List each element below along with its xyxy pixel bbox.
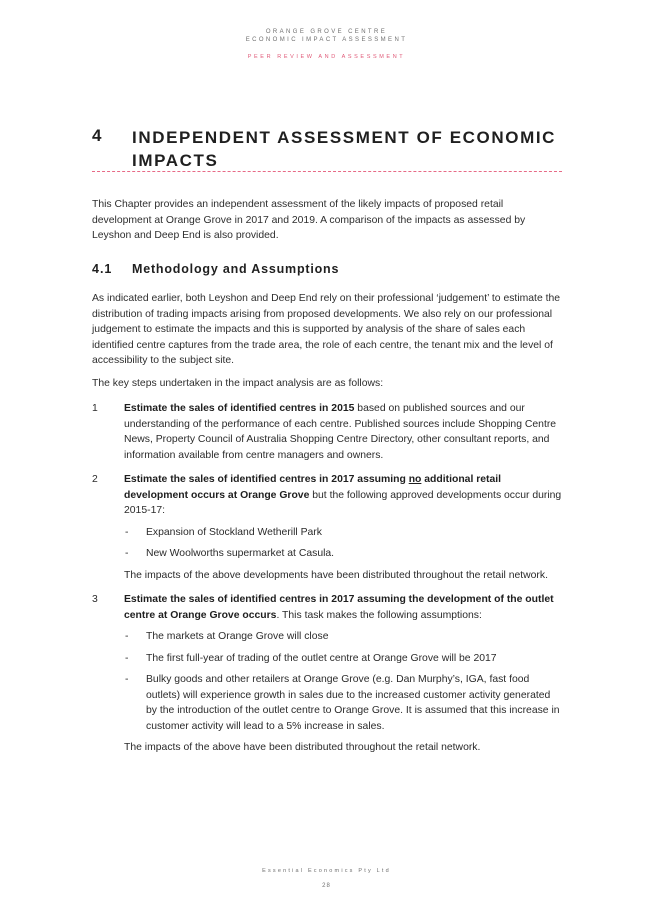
chapter-divider: [92, 171, 562, 172]
list-item: - New Woolworths supermarket at Casula.: [124, 546, 562, 562]
header-subtitle: PEER REVIEW AND ASSESSMENT: [247, 54, 406, 60]
step-number: 1: [92, 403, 98, 414]
step-text: based on published sources and our understanding of the performance of each centre. Published sources include Shopping Centre News, Property Council of Australia Shopping Centre Directory, other consultant reports, and information available from centre managers and owners.: [124, 403, 557, 461]
step-item: [92, 401, 562, 463]
step-item: [92, 592, 562, 756]
step-bold-text: Estimate the sales of identified centres in 2017 assuming: [124, 474, 409, 485]
step-bold-text: Estimate the sales of identified centres in 2017 assuming the development of the outlet centre at Orange Grove occurs: [124, 594, 554, 621]
page-header: [0, 28, 653, 61]
chapter-title: INDEPENDENT ASSESSMENT OF ECONOMIC IMPACTS: [132, 128, 557, 170]
list-item: - Expansion of Stockland Wetherill Park: [124, 525, 562, 541]
list-item: - Bulky goods and other retailers at Orange Grove (e.g. Dan Murphy’s, IGA, fast food outlets) will experience growth in sales due to the increased customer activity generated by the introduction of the outlet centre to Orange Grove. It is assumed that this increase in customer activity will lead to a 5% increase in sales.: [124, 672, 562, 734]
header-title-line1: ORANGE GROVE CENTRE: [265, 29, 388, 35]
list-item: - The first full-year of trading of the outlet centre at Orange Grove will be 2017: [124, 651, 562, 667]
steps-list: [92, 401, 562, 765]
chapter-number: 4: [92, 126, 103, 145]
bullet-list: [124, 629, 562, 734]
step-text: but the following approved developments occur during 2015-17:: [124, 489, 562, 516]
intro-paragraph: This Chapter provides an independent assessment of the likely impacts of proposed retail development at Orange Grove in 2017 and 2019. A comparison of the impacts as assessed by Leyshon and Deep End is also provided.: [92, 199, 526, 241]
step-bold-underlined: no: [408, 474, 422, 485]
section-number: 4.1: [92, 262, 113, 276]
list-item: - The markets at Orange Grove will close: [124, 629, 562, 645]
step-bold-text: Estimate the sales of identified centres in 2015: [124, 403, 355, 414]
step-number: 3: [92, 594, 98, 605]
methodology-paragraph: As indicated earlier, both Leyshon and Deep End rely on their professional ‘judgement’ to estimate the distribution of trading impacts arising from proposed developments. We also rely on our professional judgement to estimate the impacts and this is supported by analysis of the share of sales each identified centre captures from the trade area, the role of each centre, the tenant mix and the level of accessibility to the subject site.: [92, 293, 561, 366]
section-title: Methodology and Assumptions: [132, 262, 340, 276]
header-title-line2: ECONOMIC IMPACT ASSESSMENT: [245, 37, 408, 43]
step-note: The impacts of the above developments have been distributed throughout the retail network.: [124, 569, 548, 581]
chapter-heading: [92, 126, 562, 172]
step-bold-text: additional retail development occurs at Orange Grove: [124, 474, 502, 501]
step-number: 2: [92, 474, 98, 485]
step-item: [92, 472, 562, 583]
footer-company: Essential Economics Pty Ltd: [262, 868, 391, 874]
step-note: The impacts of the above have been distributed throughout the retail network.: [124, 742, 481, 753]
key-steps-intro: The key steps undertaken in the impact analysis are as follows:: [92, 378, 384, 389]
bullet-list: [124, 525, 562, 562]
page-number: 28: [322, 883, 331, 889]
section-heading: [92, 262, 562, 276]
page-footer: [0, 868, 653, 889]
step-text: . This task makes the following assumptions:: [276, 609, 482, 621]
